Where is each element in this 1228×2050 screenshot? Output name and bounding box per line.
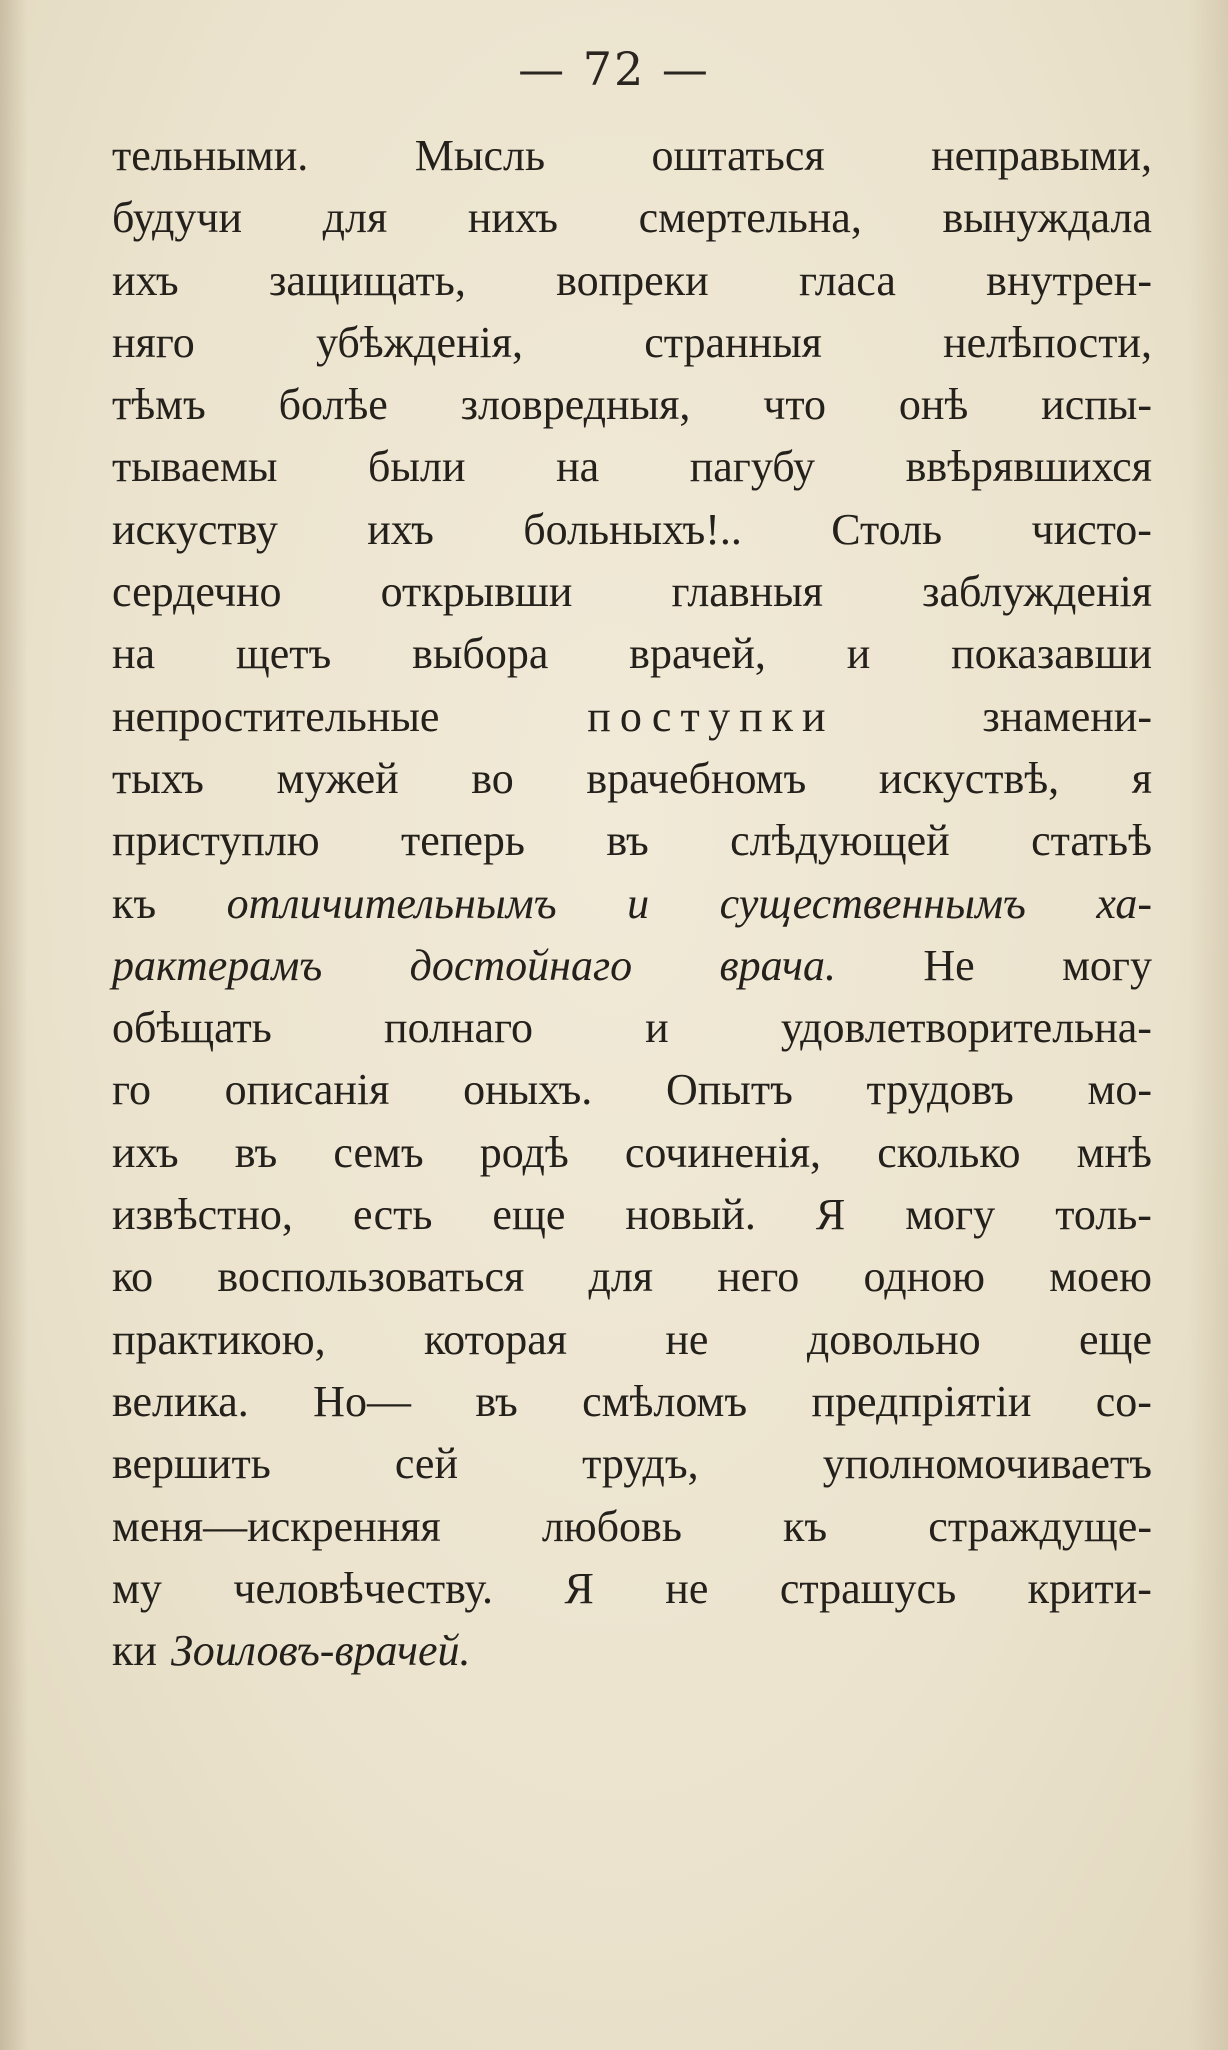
- word: ихъ: [367, 504, 434, 554]
- word: описанія: [224, 1065, 390, 1115]
- text-line: [112, 686, 1152, 748]
- word: моею: [1049, 1252, 1152, 1302]
- word: новый.: [625, 1190, 756, 1240]
- word: сердечно: [112, 567, 282, 617]
- word: поступки: [587, 691, 835, 741]
- word: что: [763, 380, 827, 430]
- word: въ: [475, 1376, 518, 1426]
- word: врачебномъ: [586, 753, 807, 803]
- text-line: [112, 436, 1152, 498]
- word: трудовъ: [866, 1065, 1014, 1115]
- word: теперь: [401, 816, 525, 866]
- word: онѣ: [898, 380, 969, 430]
- text-line: [112, 312, 1152, 374]
- text-line: [112, 250, 1152, 312]
- italic-word: рактерамъ: [112, 940, 323, 990]
- word: испы-: [1041, 380, 1152, 430]
- word: искуству: [112, 504, 278, 554]
- word: Столь: [831, 504, 943, 554]
- word: нелѣпости,: [943, 317, 1152, 367]
- word: врачей,: [629, 629, 766, 679]
- word: болѣе: [278, 380, 388, 430]
- italic-word: врача.: [719, 940, 837, 990]
- word: уполномочиваетъ: [822, 1439, 1152, 1489]
- word: тыхъ: [112, 753, 204, 803]
- word: воспользоваться: [217, 1252, 525, 1302]
- word: не: [665, 1563, 709, 1613]
- word: во: [471, 753, 514, 803]
- word: ввѣрявшихся: [905, 442, 1152, 492]
- word: на: [556, 442, 600, 492]
- word: въ: [234, 1127, 278, 1177]
- word: страшусь: [779, 1563, 957, 1613]
- text-line: [112, 810, 1152, 872]
- word: няго: [112, 317, 195, 367]
- word: Я: [564, 1563, 594, 1613]
- text-line: [112, 623, 1152, 685]
- bleed-through-line: [270, 1735, 1070, 1783]
- word: щетъ: [235, 629, 332, 679]
- word: родѣ: [479, 1127, 569, 1177]
- word: сей: [394, 1439, 459, 1489]
- word: толь-: [1055, 1190, 1152, 1240]
- word: еще: [1079, 1314, 1152, 1364]
- word: велика.: [112, 1376, 249, 1426]
- word: ки: [112, 1626, 157, 1676]
- text-line: [112, 1558, 1152, 1620]
- body-text: [112, 125, 1152, 1682]
- word: сколько: [877, 1127, 1021, 1177]
- word: него: [717, 1252, 800, 1302]
- word: Я: [815, 1190, 846, 1240]
- word: го: [112, 1065, 151, 1115]
- word: показавши: [951, 629, 1152, 679]
- word: нихъ: [467, 193, 559, 243]
- text-line: [112, 935, 1152, 997]
- word: и: [645, 1003, 669, 1053]
- word: сочиненія,: [624, 1127, 822, 1177]
- word: убѣжденія,: [315, 317, 523, 367]
- text-line: [112, 1433, 1152, 1495]
- word: вынуждала: [942, 193, 1152, 243]
- word: могу: [1062, 940, 1152, 990]
- word: для: [322, 193, 388, 243]
- word: открывши: [380, 567, 573, 617]
- word: крити-: [1027, 1563, 1152, 1613]
- word: смѣломъ: [582, 1376, 748, 1426]
- word: и: [846, 629, 871, 679]
- word: Опытъ: [665, 1065, 793, 1115]
- word: зловредныя,: [460, 380, 691, 430]
- word: довольно: [806, 1314, 981, 1364]
- word: ихъ: [112, 255, 179, 305]
- text-line: [112, 1309, 1152, 1371]
- word: тельными.: [112, 131, 309, 180]
- word: заблужденія: [922, 567, 1152, 617]
- text-line: [112, 873, 1152, 935]
- word: тѣмъ: [112, 380, 206, 430]
- word: еще: [492, 1190, 566, 1240]
- text-line: [112, 1184, 1152, 1246]
- word: будучи: [112, 193, 243, 243]
- word: статьѣ: [1031, 816, 1152, 866]
- word: пагубу: [689, 442, 815, 492]
- word: въ: [606, 816, 649, 866]
- text-line: [112, 1246, 1152, 1308]
- word: не: [665, 1314, 709, 1364]
- word: непростительные: [112, 691, 440, 741]
- italic-word: существеннымъ: [719, 878, 1026, 928]
- word: странныя: [644, 317, 822, 367]
- word: оныхъ.: [463, 1065, 593, 1115]
- word: оштаться: [651, 131, 825, 180]
- text-line: [112, 1620, 1152, 1682]
- spine-shadow: [0, 0, 28, 2050]
- word: удовлетворительна-: [780, 1003, 1152, 1053]
- word: главныя: [671, 567, 823, 617]
- word: Но—: [313, 1376, 411, 1426]
- word: тываемы: [112, 442, 278, 492]
- text-line: [112, 1371, 1152, 1433]
- bleed-through-line: [270, 1831, 1070, 1879]
- word: вершить: [112, 1439, 271, 1489]
- text-line: [112, 187, 1152, 249]
- word: защищать,: [268, 255, 466, 305]
- word: человѣчеству.: [233, 1563, 493, 1613]
- italic-word: ха-: [1096, 878, 1152, 928]
- word: полнаго: [384, 1003, 533, 1053]
- text-line: [112, 997, 1152, 1059]
- word: были: [368, 442, 466, 492]
- text-line: [112, 1122, 1152, 1184]
- word: мужей: [276, 753, 399, 803]
- word: трудъ,: [582, 1439, 699, 1489]
- text-line: [112, 1496, 1152, 1558]
- word: есть: [352, 1190, 433, 1240]
- word: могу: [905, 1190, 996, 1240]
- word: внутрен-: [986, 255, 1152, 305]
- word: мнѣ: [1076, 1127, 1152, 1177]
- text-line: [112, 499, 1152, 561]
- text-line: [112, 1059, 1152, 1121]
- word: Не: [923, 940, 975, 990]
- bleed-through-line: [270, 1783, 1070, 1831]
- word: со-: [1095, 1376, 1152, 1426]
- bleed-through-text: [270, 1735, 1070, 1879]
- word: гласа: [798, 255, 896, 305]
- word: обѣщать: [112, 1003, 272, 1053]
- word: ихъ: [112, 1127, 179, 1177]
- word: предпріятіи: [811, 1376, 1032, 1426]
- page-edge-shadow: [1188, 0, 1228, 2050]
- word: для: [588, 1252, 654, 1302]
- word: му: [112, 1563, 162, 1613]
- word: приступлю: [112, 816, 320, 866]
- word: къ: [112, 878, 157, 928]
- word: страждуще-: [928, 1501, 1152, 1551]
- word: практикою,: [112, 1314, 326, 1364]
- text-line: [112, 374, 1152, 436]
- word: смертельна,: [638, 193, 862, 243]
- text-line: [112, 561, 1152, 623]
- word: мо-: [1087, 1065, 1152, 1115]
- text-line: [112, 748, 1152, 810]
- italic-word: достойнаго: [409, 940, 633, 990]
- word: больныхъ!..: [523, 504, 742, 554]
- word: слѣдующей: [730, 816, 950, 866]
- text-line: [112, 125, 1152, 187]
- word: чисто-: [1031, 504, 1152, 554]
- word: любовь: [541, 1501, 682, 1551]
- word: одною: [863, 1252, 986, 1302]
- italic-word: отличительнымъ: [226, 878, 557, 928]
- word: семъ: [333, 1127, 424, 1177]
- word: которая: [424, 1314, 568, 1364]
- word: къ: [783, 1501, 828, 1551]
- word: меня—искренняя: [112, 1501, 441, 1551]
- word: я: [1131, 753, 1152, 803]
- word: неправыми,: [931, 131, 1152, 180]
- word: знамени-: [982, 691, 1152, 741]
- word: Мысль: [414, 131, 546, 180]
- word: ко: [112, 1252, 154, 1302]
- word: искуствѣ,: [878, 753, 1060, 803]
- word: на: [112, 629, 156, 679]
- word: извѣстно,: [112, 1190, 293, 1240]
- word: выбора: [412, 629, 549, 679]
- italic-word: Зоиловъ-врачей.: [170, 1626, 471, 1676]
- italic-word: и: [627, 878, 650, 928]
- word: вопреки: [556, 255, 709, 305]
- page-number: — 72 —: [518, 42, 710, 96]
